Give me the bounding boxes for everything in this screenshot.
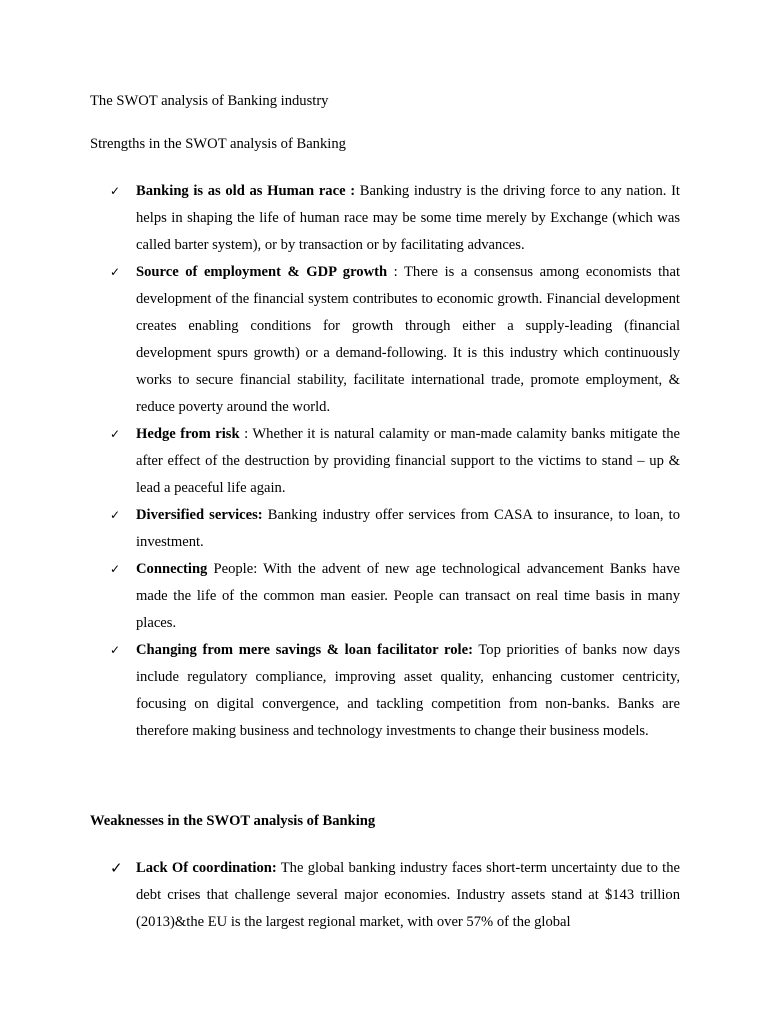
item-lead: Diversified services: bbox=[136, 507, 263, 523]
checkmark-icon: ✓ bbox=[110, 427, 121, 441]
item-lead: Lack Of coordination: bbox=[136, 860, 277, 876]
weaknesses-list bbox=[110, 855, 680, 936]
item-body: : There is a consensus among economists that development of the financial system contributes to economic growth. Financial development creates enabling conditions for growth through either a supply-leading (financial development spurs growth) or a demand-following. It is this industry which continuously works to secure financial stability, facilitate international trade, promote employment, & reduce poverty around the world. bbox=[136, 264, 680, 415]
list-item bbox=[110, 259, 680, 421]
checkmark-icon: ✓ bbox=[110, 859, 123, 877]
weaknesses-heading: Weaknesses in the SWOT analysis of Banking bbox=[90, 813, 376, 829]
list-item bbox=[110, 855, 680, 936]
item-lead: Source of employment & GDP growth bbox=[136, 264, 388, 280]
item-body: The global banking industry faces short-term uncertainty due to the debt crises that challenge several major economies. Industry assets stand at $143 trillion (2013)&the EU is the largest regional market, with over 57% of the global bbox=[136, 860, 680, 930]
list-item bbox=[110, 178, 680, 259]
item-body: People: With the advent of new age technological advancement Banks have made the life of the common man easier. People can transact on real time basis in many places. bbox=[136, 561, 680, 631]
checkmark-icon: ✓ bbox=[110, 643, 121, 657]
document-title: The SWOT analysis of Banking industry bbox=[90, 93, 329, 109]
list-item bbox=[110, 421, 680, 502]
checkmark-icon: ✓ bbox=[110, 508, 121, 522]
checkmark-icon: ✓ bbox=[110, 265, 121, 279]
list-item bbox=[110, 637, 680, 745]
item-lead: Changing from mere savings & loan facilitator role: bbox=[136, 642, 473, 658]
item-body: : Whether it is natural calamity or man-made calamity banks mitigate the after effect of the destruction by providing financial support to the victims to stand – up & lead a peaceful life again. bbox=[136, 426, 680, 496]
list-item bbox=[110, 502, 680, 556]
strengths-list bbox=[110, 178, 680, 745]
checkmark-icon: ✓ bbox=[110, 562, 121, 576]
item-body: Top priorities of banks now days include regulatory compliance, improving asset quality, enhancing customer centricity, focusing on digital convergence, and tackling competition from non-banks. Banks are therefore making business and technology investments to change their business models. bbox=[136, 642, 680, 739]
checkmark-icon: ✓ bbox=[110, 184, 121, 198]
item-body: Banking industry offer services from CASA to insurance, to loan, to investment. bbox=[136, 507, 680, 550]
item-lead: Banking is as old as Human race : bbox=[136, 183, 356, 199]
strengths-heading: Strengths in the SWOT analysis of Banking bbox=[90, 136, 346, 152]
item-body: Banking industry is the driving force to any nation. It helps in shaping the life of human race may be some time merely by Exchange (which was called barter system), or by transaction or by facilitating advances. bbox=[136, 183, 680, 253]
list-item bbox=[110, 556, 680, 637]
item-lead: Connecting bbox=[136, 561, 208, 577]
item-lead: Hedge from risk bbox=[136, 426, 240, 442]
